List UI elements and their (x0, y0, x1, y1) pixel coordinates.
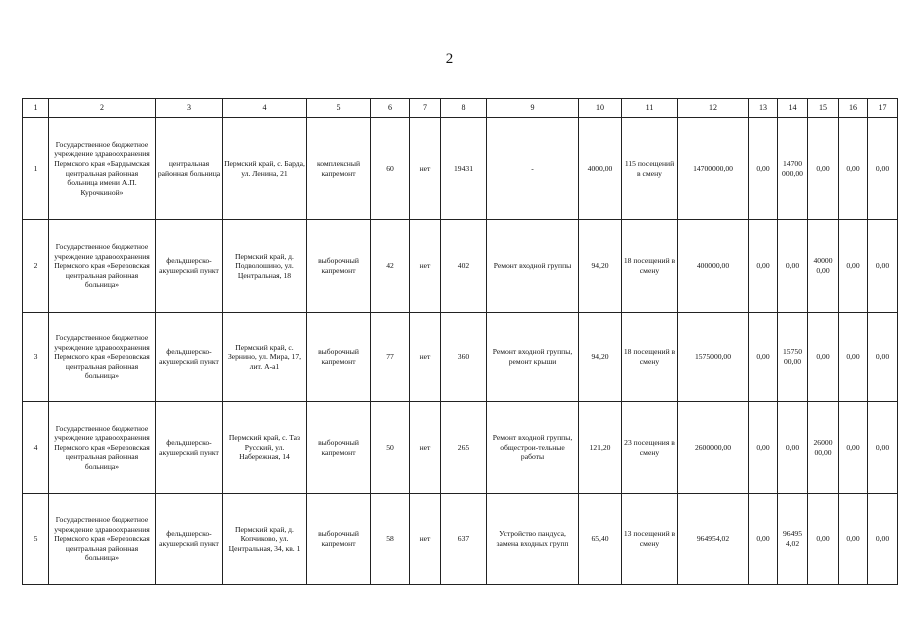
table-cell: 94,20 (579, 313, 622, 402)
address-cell: Пермский край, д. Подволошино, ул. Центральная, 18 (223, 220, 307, 313)
repair-type-cell: комплексный капремонт (307, 118, 371, 220)
facility-type-cell: фельдшерско-акушерский пункт (156, 402, 223, 494)
amount-cell: 0,00 (778, 220, 808, 313)
row-number-cell: 2 (23, 220, 49, 313)
column-number-header: 2 (49, 99, 156, 118)
amount-cell: 0,00 (839, 313, 868, 402)
amount-cell: 0,00 (839, 402, 868, 494)
table-cell: 402 (441, 220, 487, 313)
table-row (23, 220, 898, 313)
amount-cell: 0,00 (868, 313, 898, 402)
column-number-header: 13 (749, 99, 778, 118)
work-description-cell: Устройство пандуса, замена входных групп (487, 494, 579, 585)
column-number-header: 9 (487, 99, 579, 118)
table-cell: нет (410, 220, 441, 313)
address-cell: Пермский край, д. Копчиково, ул. Центральная, 34, кв. 1 (223, 494, 307, 585)
amount-cell: 0,00 (749, 220, 778, 313)
table-cell: 50 (371, 402, 410, 494)
column-number-header: 6 (371, 99, 410, 118)
column-number-header: 1 (23, 99, 49, 118)
amount-cell: 0,00 (868, 118, 898, 220)
repair-type-cell: выборочный капремонт (307, 220, 371, 313)
table-cell: 58 (371, 494, 410, 585)
address-cell: Пермский край, с. Зернино, ул. Мира, 17, лит. А-а1 (223, 313, 307, 402)
row-number-cell: 5 (23, 494, 49, 585)
institution-cell: Государственное бюджетное учреждение здравоохранения Пермского края «Березовская центральная районная больница» (49, 402, 156, 494)
capital-repair-table (22, 98, 898, 585)
amount-cell: 0,00 (778, 402, 808, 494)
amount-cell: 0,00 (749, 118, 778, 220)
column-number-header: 10 (579, 99, 622, 118)
table-cell: 637 (441, 494, 487, 585)
facility-type-cell: фельдшерско-акушерский пункт (156, 313, 223, 402)
amount-cell: 0,00 (749, 494, 778, 585)
row-number-cell: 4 (23, 402, 49, 494)
column-number-header: 4 (223, 99, 307, 118)
facility-type-cell: центральная районная больница (156, 118, 223, 220)
table-cell: нет (410, 313, 441, 402)
amount-cell: 0,00 (749, 402, 778, 494)
amount-cell: 15750 00,00 (778, 313, 808, 402)
table-cell: 360 (441, 313, 487, 402)
amount-cell: 96495 4,02 (778, 494, 808, 585)
table-cell: нет (410, 402, 441, 494)
institution-cell: Государственное бюджетное учреждение здравоохранения Пермского края «Березовская центральная районная больница» (49, 220, 156, 313)
table-row (23, 494, 898, 585)
amount-cell: 964954,02 (678, 494, 749, 585)
capacity-cell: 115 посещений в смену (622, 118, 678, 220)
address-cell: Пермский край, с. Барда, ул. Ленина, 21 (223, 118, 307, 220)
column-number-header: 17 (868, 99, 898, 118)
repair-type-cell: выборочный капремонт (307, 313, 371, 402)
column-number-header: 7 (410, 99, 441, 118)
table-cell: 265 (441, 402, 487, 494)
amount-cell: 0,00 (868, 220, 898, 313)
institution-cell: Государственное бюджетное учреждение здравоохранения Пермского края «Березовская центральная районная больница» (49, 313, 156, 402)
amount-cell: 0,00 (839, 118, 868, 220)
table-cell: 77 (371, 313, 410, 402)
table-row (23, 402, 898, 494)
amount-cell: 0,00 (808, 118, 839, 220)
institution-cell: Государственное бюджетное учреждение здравоохранения Пермского края «Березовская центральная районная больница» (49, 494, 156, 585)
table-cell: 94,20 (579, 220, 622, 313)
amount-cell: 0,00 (868, 494, 898, 585)
work-description-cell: Ремонт входной группы, ремонт крыши (487, 313, 579, 402)
table-cell: 42 (371, 220, 410, 313)
column-number-header: 12 (678, 99, 749, 118)
repair-type-cell: выборочный капремонт (307, 402, 371, 494)
column-number-header: 11 (622, 99, 678, 118)
amount-cell: 0,00 (808, 313, 839, 402)
facility-type-cell: фельдшерско-акушерский пункт (156, 220, 223, 313)
table-cell: 4000,00 (579, 118, 622, 220)
capacity-cell: 23 посещения в смену (622, 402, 678, 494)
column-number-header: 15 (808, 99, 839, 118)
table-cell: нет (410, 494, 441, 585)
repair-type-cell: выборочный капремонт (307, 494, 371, 585)
table-row (23, 313, 898, 402)
column-number-header: 8 (441, 99, 487, 118)
amount-cell: 0,00 (839, 220, 868, 313)
amount-cell: 40000 0,00 (808, 220, 839, 313)
amount-cell: 1575000,00 (678, 313, 749, 402)
amount-cell: 14700000,00 (678, 118, 749, 220)
table-cell: 65,40 (579, 494, 622, 585)
table-row (23, 118, 898, 220)
capacity-cell: 18 посещений в смену (622, 313, 678, 402)
header-row (23, 99, 898, 118)
work-description-cell: Ремонт входной группы (487, 220, 579, 313)
amount-cell: 400000,00 (678, 220, 749, 313)
work-description-cell: - (487, 118, 579, 220)
table-cell: нет (410, 118, 441, 220)
amount-cell: 26000 00,00 (808, 402, 839, 494)
amount-cell: 0,00 (839, 494, 868, 585)
amount-cell: 2600000,00 (678, 402, 749, 494)
column-number-header: 5 (307, 99, 371, 118)
amount-cell: 0,00 (808, 494, 839, 585)
capacity-cell: 18 посещений в смену (622, 220, 678, 313)
amount-cell: 0,00 (749, 313, 778, 402)
row-number-cell: 3 (23, 313, 49, 402)
table-cell: 19431 (441, 118, 487, 220)
page-number: 2 (445, 51, 454, 67)
amount-cell: 14700 000,00 (778, 118, 808, 220)
table-cell: 60 (371, 118, 410, 220)
row-number-cell: 1 (23, 118, 49, 220)
work-description-cell: Ремонт входной группы, общестрои-тельные работы (487, 402, 579, 494)
column-number-header: 16 (839, 99, 868, 118)
facility-type-cell: фельдшерско-акушерский пункт (156, 494, 223, 585)
column-number-header: 3 (156, 99, 223, 118)
table-cell: 121,20 (579, 402, 622, 494)
address-cell: Пермский край, с. Таз Русский, ул. Набережная, 14 (223, 402, 307, 494)
amount-cell: 0,00 (868, 402, 898, 494)
capacity-cell: 13 посещений в смену (622, 494, 678, 585)
column-number-header: 14 (778, 99, 808, 118)
institution-cell: Государственное бюджетное учреждение здравоохранения Пермского края «Бардымская центральная районная больница имени А.П. Курочкиной» (49, 118, 156, 220)
